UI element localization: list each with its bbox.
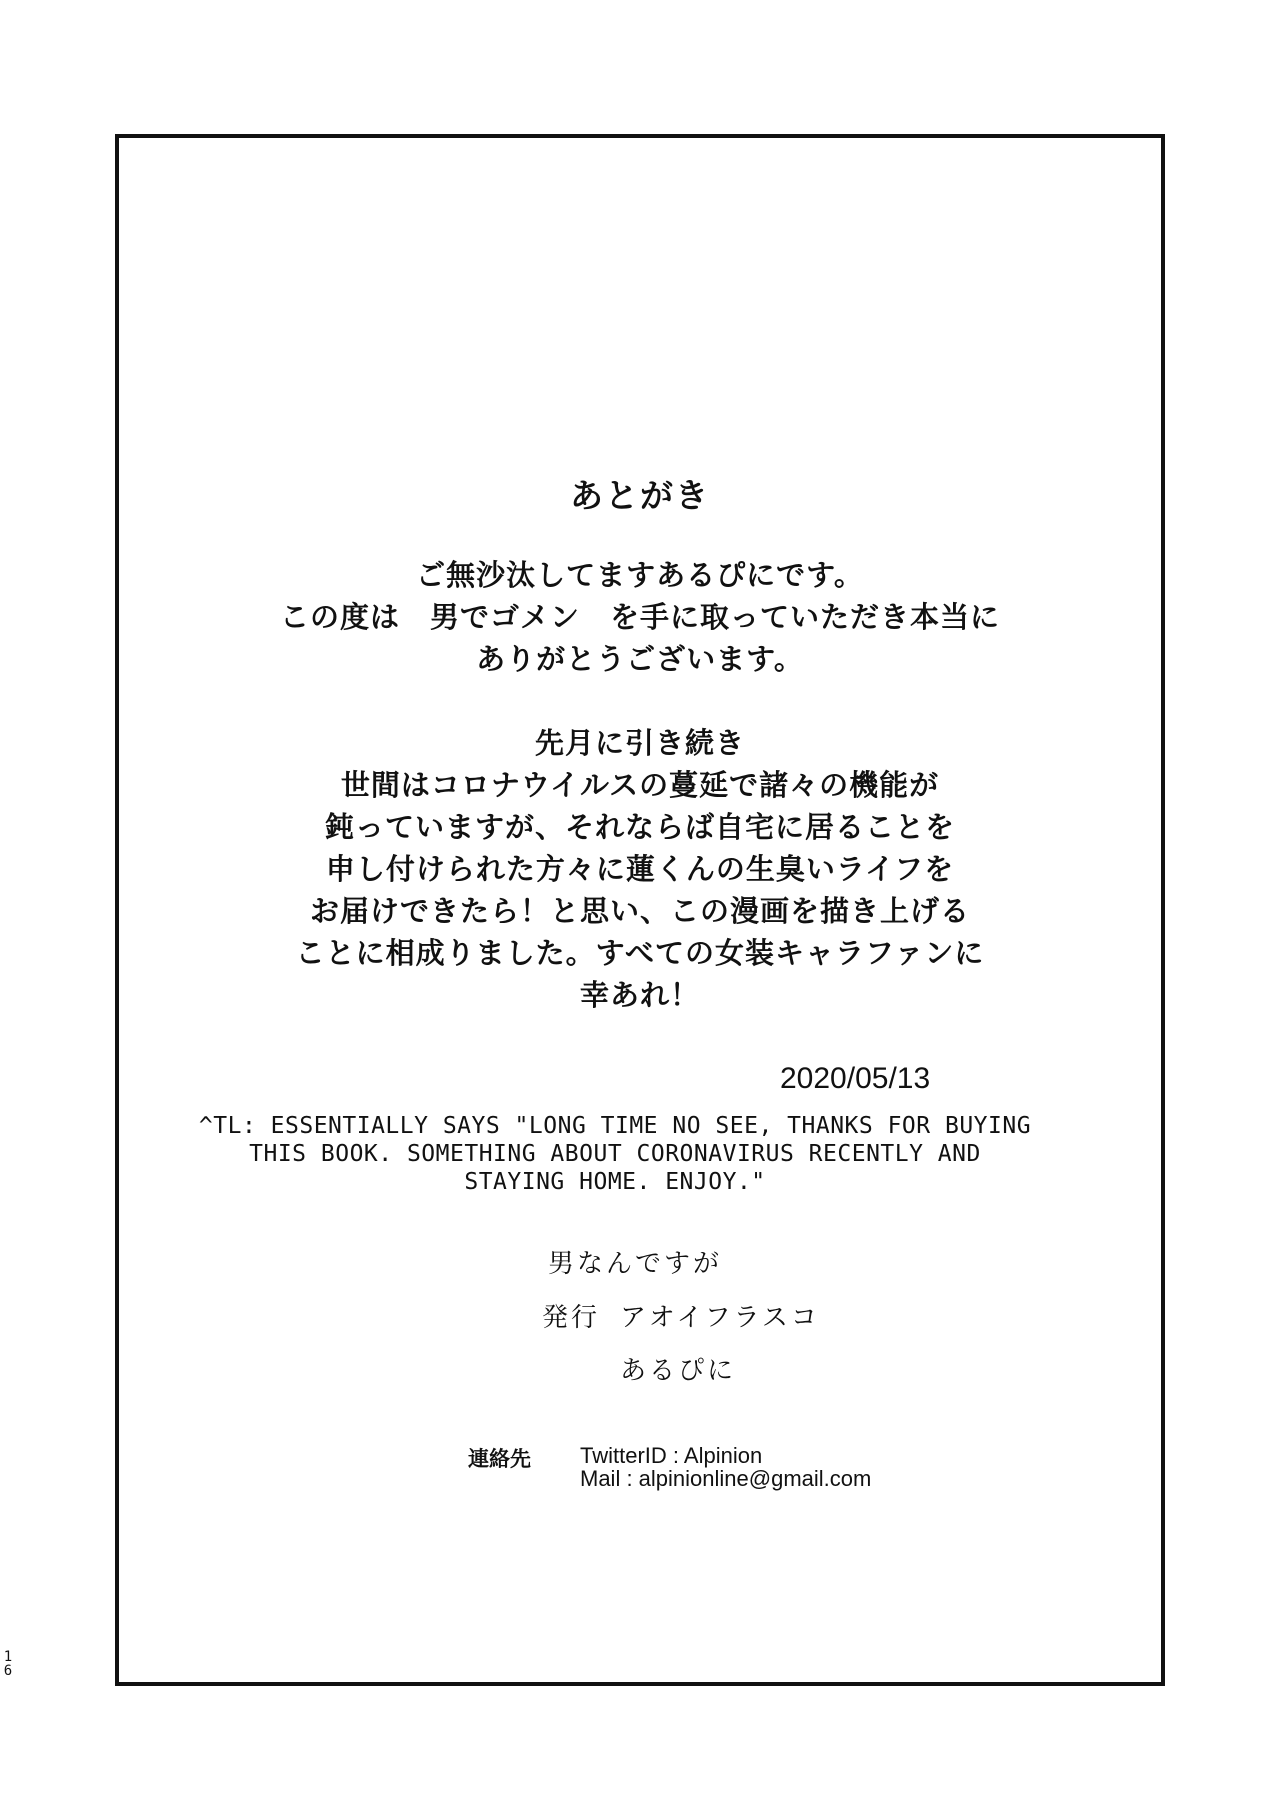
- contact-twitter: TwitterID : Alpinion: [580, 1443, 763, 1468]
- contact-mail: Mail : alpinionline@gmail.com: [580, 1466, 872, 1491]
- text-line: 幸あれ！: [579, 978, 700, 1012]
- text-line: ありがとうございます。: [476, 642, 804, 676]
- text-line: 世間はコロナウイルスの蔓延で諸々の機能が: [340, 768, 940, 802]
- text-line: 申し付けられた方々に蓮くんの生臭いライフを: [325, 852, 955, 886]
- page-number-digit: 1: [3, 1649, 13, 1665]
- text-line: ことに相成りました。すべての女装キャラファンに: [295, 936, 985, 970]
- text-line: 先月に引き続き: [534, 726, 745, 760]
- contact-label: 連絡先: [468, 1447, 531, 1471]
- colophon-book-title: 男なんですが: [548, 1249, 723, 1279]
- afterword-paragraph-greeting: [0, 554, 1280, 680]
- text-line: この度は 男でゴメン を手に取っていただき本当に: [279, 600, 1000, 634]
- text-line: お届けできたら！と思い、この漫画を描き上げる: [309, 894, 970, 928]
- afterword-date: 2020/05/13: [780, 1062, 931, 1095]
- colophon-publisher-label: 発行: [542, 1303, 601, 1333]
- page-number-digit: 6: [3, 1663, 13, 1679]
- translation-note: [150, 1112, 1080, 1196]
- colophon-publisher-name: アオイフラスコ: [620, 1303, 820, 1333]
- text-line: 鈍っていますが、それならば自宅に居ることを: [324, 810, 955, 844]
- text-line: ご無沙汰してますあるぴにです。: [416, 558, 864, 592]
- colophon-author: あるぴに: [620, 1356, 737, 1386]
- afterword-paragraph-body: [0, 722, 1280, 1016]
- page-number: [2, 1650, 14, 1678]
- translation-note-line: THIS BOOK. SOMETHING ABOUT CORONAVIRUS RECENTLY AND: [249, 1141, 981, 1167]
- translation-note-line: STAYING HOME. ENJOY.": [464, 1169, 766, 1195]
- translation-note-line: ^TL: ESSENTIALLY SAYS "LONG TIME NO SEE, THANKS FOR BUYING: [198, 1113, 1032, 1139]
- afterword-title: あとがき: [570, 476, 710, 515]
